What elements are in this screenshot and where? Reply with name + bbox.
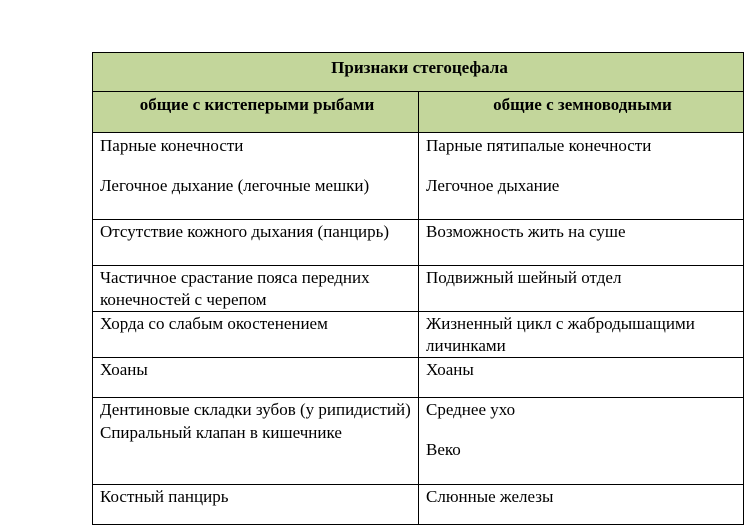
table-row bbox=[93, 220, 744, 266]
table-row bbox=[93, 133, 744, 220]
trait-text: Хоаны bbox=[100, 360, 148, 379]
cell-amphibians bbox=[419, 312, 744, 358]
cell-fish bbox=[93, 133, 419, 220]
cell-fish bbox=[93, 398, 419, 485]
header-cell-amphibians bbox=[419, 92, 744, 133]
cell-amphibians bbox=[419, 485, 744, 525]
cell-amphibians bbox=[419, 133, 744, 220]
table-header-row bbox=[93, 92, 744, 133]
stegocephalian-traits-table bbox=[92, 52, 744, 525]
table-row bbox=[93, 312, 744, 358]
trait-text: Хорда со слабым окостенением bbox=[100, 314, 328, 333]
table-title-cell bbox=[93, 53, 744, 92]
table-row bbox=[93, 485, 744, 525]
table-row bbox=[93, 398, 744, 485]
header-fish: общие с кистеперыми рыбами bbox=[139, 95, 375, 114]
cell-amphibians bbox=[419, 358, 744, 398]
table-title: Признаки стегоцефала bbox=[331, 58, 508, 77]
trait-text: Жизненный цикл с жабродышащими личинками bbox=[426, 314, 695, 355]
table-title-row bbox=[93, 53, 744, 92]
trait-text: Среднее ухо bbox=[426, 400, 516, 419]
trait-text: Слюнные железы bbox=[426, 487, 554, 506]
cell-fish bbox=[93, 220, 419, 266]
trait-text: Отсутствие кожного дыхания (панцирь) bbox=[100, 222, 390, 241]
trait-text: Легочное дыхание (легочные мешки) bbox=[100, 176, 370, 195]
table-row bbox=[93, 358, 744, 398]
trait-text: Веко bbox=[426, 440, 461, 459]
cell-fish bbox=[93, 485, 419, 525]
trait-text: Хоаны bbox=[426, 360, 474, 379]
trait-text: Спиральный клапан в кишечнике bbox=[100, 423, 342, 442]
cell-fish bbox=[93, 266, 419, 312]
trait-text: Костный панцирь bbox=[100, 487, 229, 506]
trait-text: Подвижный шейный отдел bbox=[426, 268, 622, 287]
table-row bbox=[93, 266, 744, 312]
trait-text: Легочное дыхание bbox=[426, 176, 560, 195]
header-cell-fish bbox=[93, 92, 419, 133]
trait-text: Возможность жить на суше bbox=[426, 222, 626, 241]
trait-text: Частичное срастание пояса передних конечностей с черепом bbox=[100, 268, 370, 309]
cell-amphibians bbox=[419, 266, 744, 312]
header-amphibians: общие с земноводными bbox=[493, 95, 672, 114]
trait-text: Парные конечности bbox=[100, 136, 244, 155]
trait-text: Парные пятипалые конечности bbox=[426, 136, 652, 155]
cell-amphibians bbox=[419, 220, 744, 266]
cell-fish bbox=[93, 358, 419, 398]
cell-amphibians bbox=[419, 398, 744, 485]
trait-text: Дентиновые складки зубов (у рипидистий) bbox=[100, 400, 411, 419]
cell-fish bbox=[93, 312, 419, 358]
